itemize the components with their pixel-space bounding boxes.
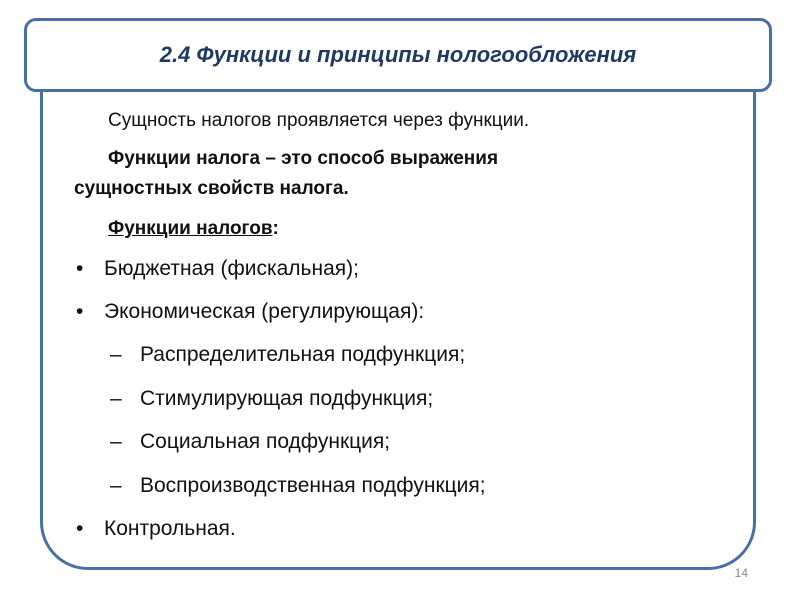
intro-text: Сущность налогов проявляется через функции. <box>108 110 530 131</box>
functions-heading-text: Функции налогов <box>108 218 273 239</box>
functions-heading <box>108 218 279 240</box>
bullet-item-economic: Экономическая (регулирующая): <box>104 300 425 323</box>
subitem-distributive: Распределительная подфункция; <box>140 343 466 366</box>
bullet-marker: • <box>76 517 84 540</box>
bullet-item-budget: Бюджетная (фискальная); <box>104 257 359 280</box>
page-number: 14 <box>734 566 748 580</box>
subitem-stimulating: Стимулирующая подфункция; <box>140 387 434 410</box>
slide-title: 2.4 Функции и принципы нологообложения <box>159 42 637 67</box>
bullet-marker: • <box>76 300 84 323</box>
functions-heading-colon: : <box>272 218 279 239</box>
subitem-reproductive: Воспроизводственная подфункция; <box>140 474 486 497</box>
sub-marker: – <box>110 430 122 453</box>
sub-marker: – <box>110 387 122 410</box>
sub-marker: – <box>110 474 122 497</box>
bullet-item-control: Контрольная. <box>104 517 236 540</box>
definition-line-2: сущностных свойств налога. <box>74 178 349 199</box>
bullet-marker: • <box>76 257 84 280</box>
definition-line-1: Функции налога – это способ выражения <box>108 148 499 169</box>
sub-marker: – <box>110 343 122 366</box>
subitem-social: Социальная подфункция; <box>140 430 391 453</box>
